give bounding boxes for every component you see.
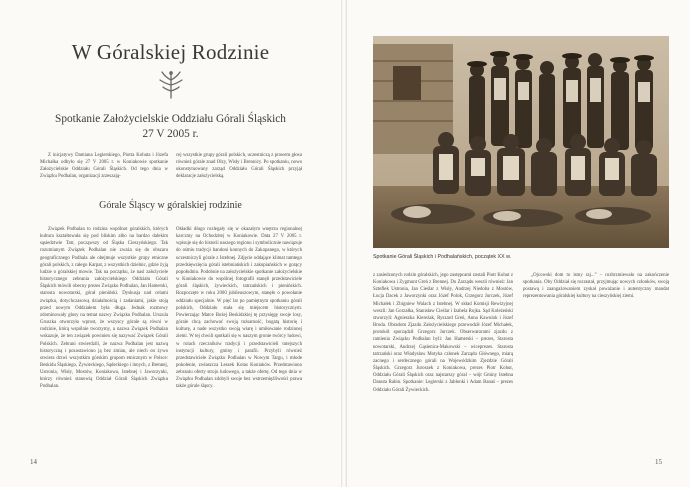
event-subtitle [40,112,301,142]
intro-column-1: Z inicjatywy Damiana Legierskiego, Piotra Kohuta i Józefa Michałka odbyło się 27 V 2005 r. w Koniakowie spotkanie Założycielskie Oddziału Górali Śląskich. Od tego dnia w Związku Podhalan, organizacji zrzeszają- [40,153,168,180]
body-column-2: Okładki długo rozlegały się w okazałym wnętrzu regionalnej karczmy na Ochodzitej w Koniakowie. Data 27 V 2005 r. wpisuje się do historii naszego regionu i symbolicznie nawiązuje do ośmiu tradycji bandoni konnych do Zakopanego, w których uczestniczyli górale z Istebnej. Zdjęcie oddające klimat tamtego przedsięwzięcia górali istebniańskich i zakopiańskich w gorący popołudniu. Podobnie na założycielskie spotkanie założycielskie w Koniakowie do wspólnej fotografii stanęli przedstawiciele górali śląskich, żywieckich, tatrzańskich i pienińskich. Rozpoczęte w roku 2000 jubileuszowym, stanęło o powołanie oddziału specjalnie. W pięć lat po pamiętnym spotkaniu górali polskich, Oddziału stała się miejscem historycznym. Powierzając Matce Bożej Beskidzkiej tę przysięgę swoje losy, górale chcą zachować swoją tożsamość, bogatą historię i kulturę, a nade wszystko swoją wiarę i umiłowanie rodzinnej ziemi. W tej chwili spotkali się w naszym gronie twórcy ludowi, w rolach rzeczników tradycji i przedstawicieli tutejszych instytucji kultury, gminy i parafii. Przybyli również przedstawiciele Związku Podhalan w Nowym Targu, i młode pokolenie, zwłaszcza Leszek Kotas Koniaków. Przedstawiono zebraniu oferty stroju ludowego, a także ofertę. Od tego dnia w Związku Podhalan zdobyli swoje bez wstrzemięźliwości prawa także górale śląscy. [176,227,302,390]
subtitle-line-2: 27 V 2005 r. [142,128,199,140]
page-number-right: 15 [655,458,662,466]
right-column-2: „Ojcowski dom to istny raj...” – rozbrzmiewało na zakończenie spotkania. Oby Oddział się rozrastał, przyjmując nowych członków, swoją postawą i zaangażowaniem zyskał poważanie i autentyczny mandat reprezentowania góralskiej kultury na cieszyńskiej ziemi. [523,273,669,300]
historical-group-photo [373,36,669,248]
subtitle-line-1: Spotkanie Założycielskie Oddziału Górali Śląskich [55,113,286,125]
right-column-1: z zasiedzonych rodzin góralskich, jego zastępcami zostali Piotr Kohut z Koniakowa i Zygmunt Greń z Brennej. Do Zarządu weszli również: Jan Szteflek Ustronia, Jan Cieślar z Wisły, Andrzej Niedoba z Mostów, Łucja Dacek z Jaworzynki oraz Józef Polok, Grzegorz Jurczek, Józef Michałek i Zbigniew Walach z Istebnej. W skład Komisji Rewizyjnej weszli: Jan Gorzałka, Stanisław Cieślar i Izabela Rojka. Sąd Koleżeński stworzyli: Agnieszka Kiereżak, Ryszard Greń, Anna Kawulok i Józef Broda. Obradom Zjazdu Założycielskiego przewodził Józef Michałek, protokół sporządził Grzegorz Jurczek. Obserwatorami zjazdu z ramienia Związku Podhalan byli: Jan Hamerski – prezes, Starosta nowotarski, Andrzej Gąsienica-Makowski – wiceprezes. Starosta tatrzański oraz Władysław Motyka członek Zarządu Głównego, miarą zacnego i serdecznego górali na Wojewódzkim Zjeździe Górali Śląskich. Grzegorz Juroszek z Koniakowa, prezes Piotr Kohut, Oddziału Górali Śląskich oraz najstarszy góral – wójt Gminy Istebna Danuta Rabin. Spotkanie: Legierski z Jabłonki i Adam Banaś – prezes Oddziału Górali Żywieckich. [373,273,513,393]
section-heading: Górale Śląscy w góralskiej rodzinie [99,200,242,211]
page-number-left: 14 [30,458,37,466]
floral-ornament-icon [158,70,184,100]
right-page [347,0,690,487]
photo-caption: Spotkanie Górali Śląskich i Podhalańskich, początek XX w. [373,254,512,260]
left-page [0,0,341,487]
body-column-1: Związek Podhalan to rodzina wspólnot góralskich, których kultura kształtowała się pod bliskim albo na bardzo dalekim sąsiedztwie Tatr, począwszy od Śląska Cieszyńskiego. Tak rozumianym Związek Podhalan nie zważa się do obszaru geograficznego Podhala ale obejmuje wszystkie grupy etniczne górali polskich, z całego Karpat, z wszystkich dzielnic, gdzie żyją ludzie o góralskiej mowie. Tak na początku, że nasi założyciele historycznego zebrania założycielskiego Oddziału Górali Śląskich mówili obecny prezes Związku Podhalan, Jan Hamerski, starosta nowotarski, górał pieniński. Dyskusja nad celami związku, dotychczasową działalnością i zadaniami, jakie stoją przed nowym Oddziałem była długa. Jednak rozmowy zdominowały głosy na temat nazwy Związku Podhalan. Urszula Gruszka otworzyła wprost, że wszyscy górale są równi w rodzinie, którą wspólnie tworzymy, a nazwa Związek Podhalan wskazuje, że ten związek powinien się nazywać Związek Górali Polskich. Zebrani stwierdzili, że nazwa Podhalan jest nazwą historyczną i pozostawiono ją bez zmian, ale niech on żywo otwiera drzwi wszystkim górskim grupom etnicznym w Polsce: Beskidu Śląskiego, Żywieckiego, Sądeckiego i innych, z Brennej, Ustronia, Wisły, Mostów, Koniakowa, Istebnej i Jaworzynki, którzy również stanowią Oddział Górali Śląskich Związku Podhalan. [40,227,168,390]
intro-column-2: cej wszystkie grupy górali polskich, uczestniczą z prawem głosu również górale znad Olzy, Wisły i Brennicy. Po spotkaniu, nowo ukonstytuowany zarząd Oddziału Górali Śląskich przyjął deklaracje założycielską. [176,153,302,180]
page-title: W Góralskiej Rodzinie [71,40,270,64]
